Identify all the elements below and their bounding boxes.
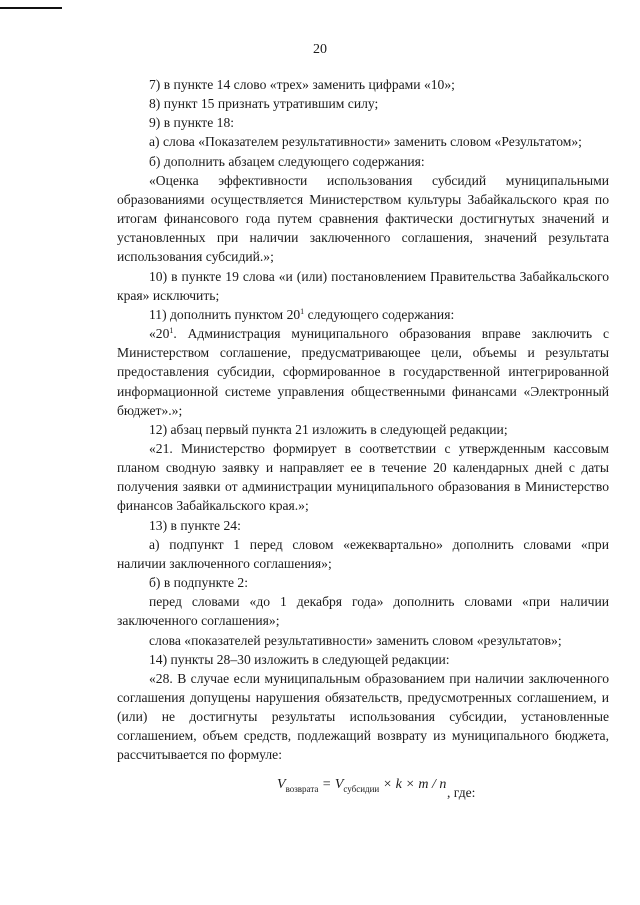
paragraph-13b: б) в подпункте 2: [149,575,248,591]
paragraph-13b-before: перед словами «до 1 декабря года» дополнить словами «при наличии заключенного соглашения»; [117,594,609,629]
document-body [117,75,609,815]
paragraph-20-1-head: «20 [149,326,170,342]
formula-sub-subsidy: субсидии [343,783,380,794]
paragraph-14: 14) пункты 28–30 изложить в следующей редакции: [149,651,450,667]
formula-v-subsidy: V [334,776,344,792]
formula [117,775,609,815]
formula-sub-refund: возврата [285,783,319,794]
paragraph-11-superscript: 1 [300,306,305,316]
paragraph-8: 8) пункт 15 признать утратившим силу; [149,96,379,112]
paragraph-quote-21: «21. Министерство формирует в соответствии с утвержденным кассовым планом сводную заявку и направляет ее в течение 20 календарных дней с даты получения заявки от администрации муниципального образования в Министерство финансов Забайкальского края.»; [117,440,609,514]
formula-rest: × k × m / n [379,776,447,792]
paragraph-13b-words: слова «показателей результативности» заменить словом «результатов»; [149,632,562,648]
page-number: 20 [313,42,327,57]
formula-v-refund: V [277,776,286,792]
paragraph-7: 7) в пункте 14 слово «трех» заменить цифрами «10»; [149,77,455,92]
paragraph-20-1-tail: . Администрация муниципального образования вправе заключить с [173,326,609,342]
paragraph-11 [117,305,609,324]
paragraph-11-tail: следующего содержания: [307,306,455,322]
paragraph-20-1-body: Министерством соглашение, предусматривающее цели, объемы и результаты предоставления субсидии, сформированное в государственной интегрированной информационной системе управления общественными финансами «Электронный бюджет».»; [117,345,609,418]
paragraph-13: 13) в пункте 24: [149,517,241,533]
paragraph-quote-evaluation: «Оценка эффективности использования субсидий муниципальными образованиями осуществляется Министерством культуры Забайкальского края по итогам финансового года путем сравнения фактически достигнутых значений и установленных при наличии заключенного соглашения, значений результата использования субсидий.»; [117,172,609,265]
paragraph-13a: а) подпункт 1 перед словом «ежеквартально» дополнить словами «при наличии заключенного соглашения»; [117,536,609,571]
paragraph-9a: а) слова «Показателем результативности» заменить словом «Результатом»; [149,134,582,150]
paragraph-9: 9) в пункте 18: [149,115,235,131]
paragraph-11-head: 11) дополнить пунктом 20 [149,306,301,322]
formula-expression [277,775,446,799]
paragraph-20-1-superscript: 1 [169,326,174,336]
paragraph-quote-28: «28. В случае если муниципальным образованием при наличии заключенного соглашения допущены нарушения обязательств, предусмотренных соглашением, и (или) не достигнуты результаты использования субсидии, установленные соглашением, объем средств, подлежащий возврату из муниципального бюджета, рассчитывается по формуле: [117,670,609,763]
formula-equals: = [318,776,335,792]
paragraph-9b: б) дополнить абзацем следующего содержания: [149,153,425,169]
paragraph-10: 10) в пункте 19 слова «и (или) постановлением Правительства Забайкальского края» исключить; [117,268,609,303]
paragraph-12: 12) абзац первый пункта 21 изложить в следующей редакции; [149,421,508,437]
paragraph-20-1-line1 [117,324,609,343]
formula-tail: , где: [447,784,476,800]
scan-edge-mark [0,7,62,9]
